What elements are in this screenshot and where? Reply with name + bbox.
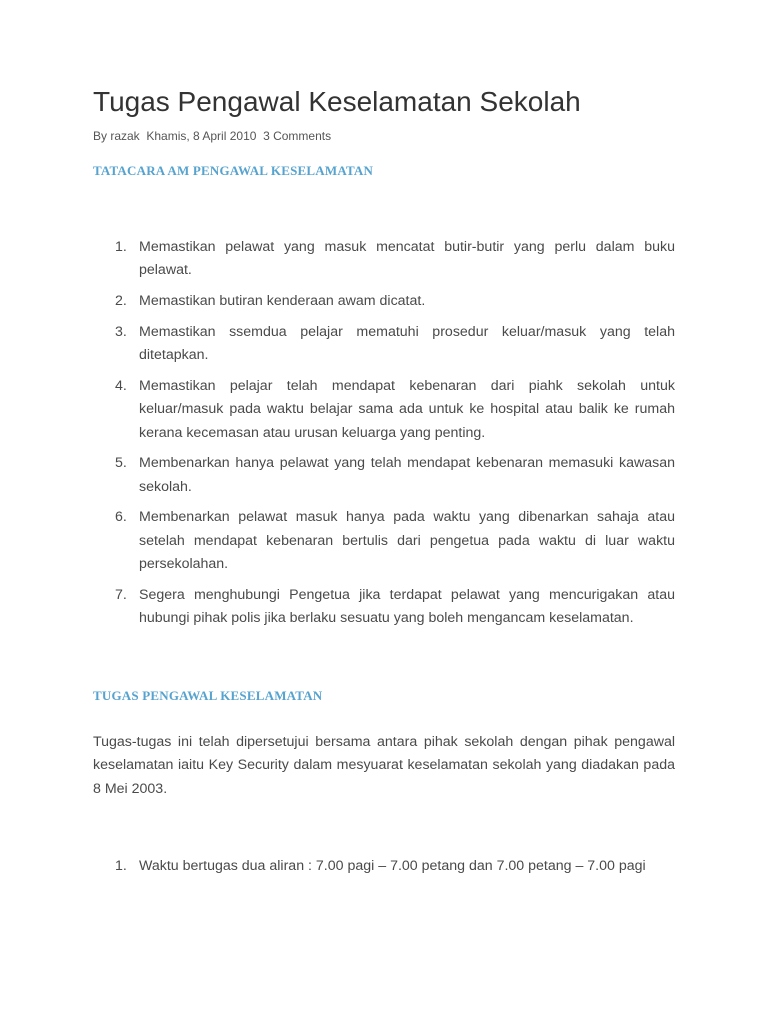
- list-item-text: Segera menghubungi Pengetua jika terdapat pelawat yang mencurigakan atau hubungi pihak polis jika berlaku sesuatu yang boleh mengancam keselamatan.: [139, 586, 675, 627]
- section-heading-tugas: TUGAS PENGAWAL KESELAMATAN: [93, 688, 323, 703]
- list-item-text: Membenarkan pelawat masuk hanya pada waktu yang dibenarkan sahaja atau setelah mendapat kebenaran bertulis dari pengetua pada waktu di luar waktu persekolahan.: [139, 509, 675, 573]
- list-item-text: Memastikan pelawat yang masuk mencatat butir-butir yang perlu dalam buku pelawat.: [139, 239, 675, 279]
- list-item-number: 2.: [115, 293, 127, 310]
- list-item: [93, 236, 675, 283]
- list-item-text: Memastikan butiran kenderaan awam dicatat.: [139, 293, 426, 310]
- list-item: [93, 375, 675, 445]
- page-title: Tugas Pengawal Keselamatan Sekolah: [93, 86, 581, 117]
- intro-paragraph: Tugas-tugas ini telah dipersetujui bersama antara pihak sekolah dengan pihak pengawal keselamatan iaitu Key Security dalam mesyuarat keselamatan sekolah yang diadakan pada 8 Mei 2003.: [93, 734, 675, 797]
- list-item: [93, 584, 675, 631]
- list-item: [93, 452, 675, 499]
- list-item-text: Membenarkan hanya pelawat yang telah mendapat kebenaran memasuki kawasan sekolah.: [139, 455, 675, 495]
- list-item: [93, 506, 675, 576]
- section-heading-tatacara: TATACARA AM PENGAWAL KESELAMATAN: [93, 163, 374, 178]
- tugas-list: [93, 855, 675, 886]
- list-item: [93, 321, 675, 368]
- list-item: [93, 290, 675, 313]
- list-item-number: 1.: [115, 858, 127, 874]
- tatacara-list: [93, 236, 675, 638]
- list-item-number: 1.: [115, 239, 127, 255]
- list-item-number: 3.: [115, 323, 127, 340]
- list-item-number: 7.: [115, 586, 127, 603]
- post-byline: By razak Khamis, 8 April 2010 3 Comments: [93, 129, 332, 143]
- list-item-text: Memastikan pelajar telah mendapat kebenaran dari piahk sekolah untuk keluar/masuk pada waktu belajar sama ada untuk ke hospital atau balik ke rumah kerana kecemasan atau urusan keluarga yang penting.: [139, 377, 675, 441]
- list-item-number: 5.: [115, 455, 127, 472]
- list-item-text: Waktu bertugas dua aliran : 7.00 pagi – 7.00 petang dan 7.00 petang – 7.00 pagi: [139, 858, 646, 874]
- list-item: [93, 855, 675, 878]
- list-item-number: 4.: [115, 377, 127, 394]
- list-item-number: 6.: [115, 509, 127, 526]
- list-item-text: Memastikan ssemdua pelajar mematuhi prosedur keluar/masuk yang telah ditetapkan.: [139, 323, 675, 364]
